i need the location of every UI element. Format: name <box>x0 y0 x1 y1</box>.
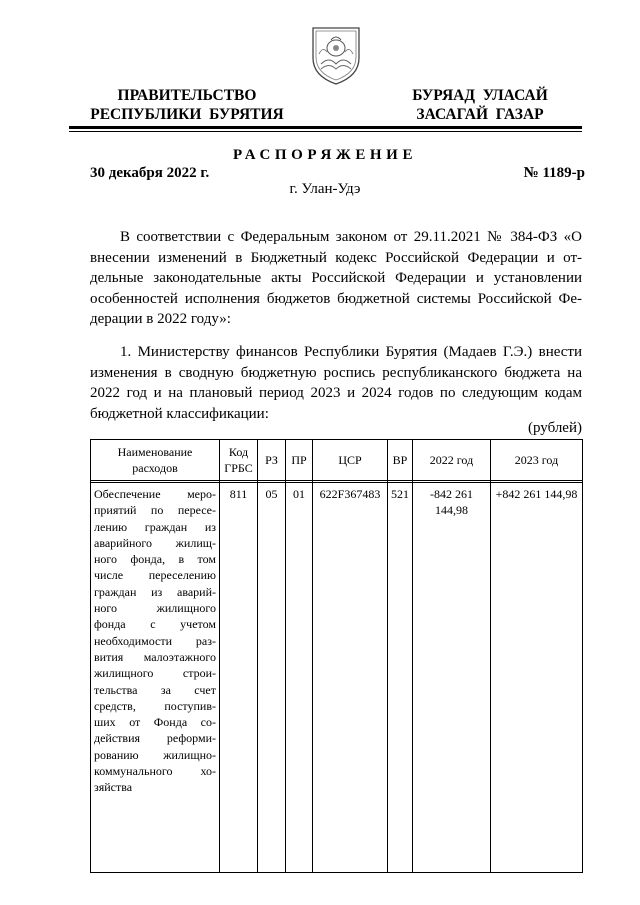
name-line: средств, поступив- <box>94 698 216 713</box>
name-line: необходимости раз- <box>94 633 216 648</box>
name-line: ного жилищного <box>94 601 216 616</box>
org-left-line2: РЕСПУБЛИКИ БУРЯТИЯ <box>90 106 284 123</box>
name-line: зяйства <box>94 780 133 795</box>
name-line: приятий по пересе- <box>94 503 216 518</box>
org-right-line2: ЗАСАГАЙ ГАЗАР <box>416 106 544 123</box>
name-line: граждан из аварий- <box>94 584 216 599</box>
row-rz-cell: 05 <box>258 483 286 873</box>
row-2022-cell <box>413 483 491 873</box>
coat-of-arms-icon <box>309 24 363 86</box>
table-row <box>91 483 583 873</box>
budget-table <box>90 439 583 873</box>
header-pr: ПР <box>286 440 313 481</box>
row-vr-cell: 521 <box>388 483 413 873</box>
preamble-line: внесении изменений в Бюджетный кодекс Российской Федерации и от- <box>90 249 582 266</box>
header-2022: 2022 год <box>413 440 491 481</box>
row-2023-cell: +842 261 144,98 <box>491 483 583 873</box>
header-rule-thin <box>69 131 582 132</box>
preamble-paragraph <box>90 227 582 330</box>
item1-line: бюджетной классификации: <box>90 405 269 422</box>
org-right-line1: БУРЯАД УЛАСАЙ <box>412 87 548 104</box>
name-line: ших от Фонда со- <box>94 715 216 730</box>
preamble-line: дельные законодательные акты Российской Федерации и установлении <box>90 270 582 286</box>
org-left-line1: ПРАВИТЕЛЬСТВО <box>117 87 257 104</box>
row-2022-line2: 144,98 <box>435 503 468 517</box>
name-line: аварийного жилищ- <box>94 535 216 550</box>
name-line: рованию жилищно- <box>94 747 216 762</box>
header-vr: ВР <box>388 440 413 481</box>
header-csr: ЦСР <box>313 440 388 481</box>
name-line: Обеспечение меро- <box>94 487 216 501</box>
preamble-line: особенностей исполнения бюджетов бюджетной системы Российской Фе- <box>90 290 582 307</box>
item1-line: изменения в сводную бюджетную роспись республиканского бюджета на <box>90 364 582 381</box>
name-line: жилищного строи- <box>94 666 216 681</box>
name-line: вития малоэтажного <box>94 649 216 664</box>
name-line: коммунального хо- <box>94 764 216 779</box>
header-name: Наименование расходов <box>91 440 220 481</box>
preamble-line: В соответствии с Федеральным законом от 29.11.2021 № 384-ФЗ «О <box>120 229 582 245</box>
item1-line: 1. Министерству финансов Республики Бурятия (Мадаев Г.Э.) внести <box>120 344 582 360</box>
name-line: тельства за счет <box>94 682 216 697</box>
document-date: 30 декабря 2022 г. <box>90 165 210 181</box>
org-name-russian <box>82 86 292 124</box>
header-rule-thick <box>69 126 582 129</box>
row-2022-line1: -842 261 <box>430 487 473 501</box>
item1-paragraph <box>90 342 582 424</box>
name-line: числе переселению <box>94 568 216 583</box>
header-grbs: Код ГРБС <box>220 440 258 481</box>
row-csr-cell: 622F367483 <box>313 483 388 873</box>
name-line: лению граждан из <box>94 519 216 534</box>
name-line: ного фонда, в том <box>94 552 216 567</box>
row-pr-cell: 01 <box>286 483 313 873</box>
units-label: (рублей) <box>527 420 582 436</box>
table-header-row <box>91 440 583 481</box>
coat-of-arms-emblem <box>309 24 363 86</box>
row-name-cell <box>91 483 220 873</box>
name-line: действия реформи- <box>94 731 216 746</box>
name-line: фонда с учетом <box>94 617 216 632</box>
document-city: г. Улан-Удэ <box>289 181 361 197</box>
document-number: № 1189-р <box>523 165 585 181</box>
header-2023: 2023 год <box>491 440 583 481</box>
preamble-line: дерации в 2022 году»: <box>90 311 231 327</box>
org-name-buryat <box>400 86 560 124</box>
row-grbs-cell: 811 <box>220 483 258 873</box>
item1-line: 2022 год и на плановый период 2023 и 2024 годов по следующим кодам <box>90 385 582 401</box>
document-title: РАСПОРЯЖЕНИЕ <box>232 147 418 163</box>
header-rz: РЗ <box>258 440 286 481</box>
